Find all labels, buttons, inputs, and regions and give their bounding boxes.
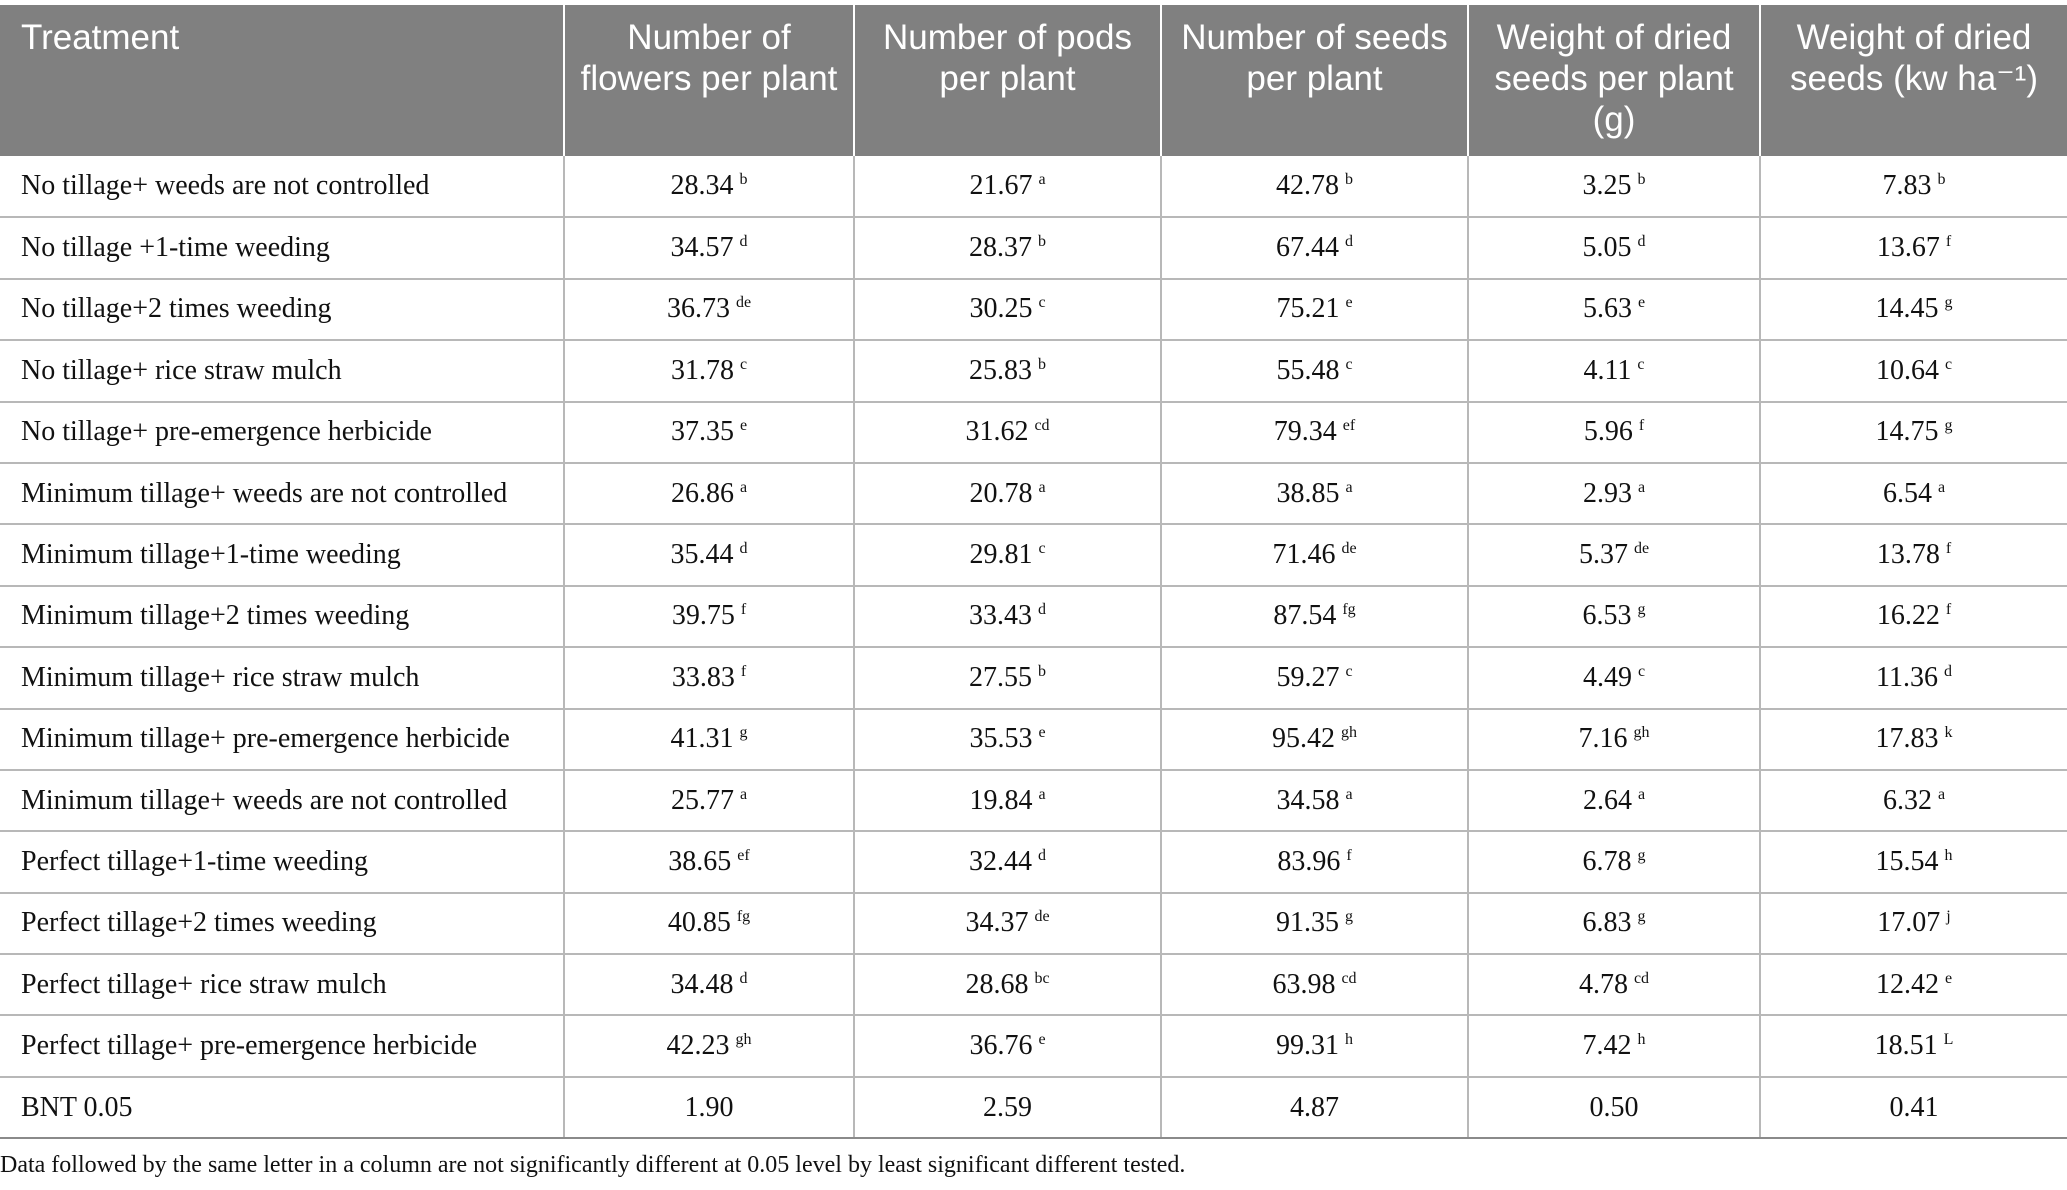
table-row <box>0 893 2067 954</box>
significance-letter: d <box>1038 601 1046 619</box>
cell-value: 34.37 <box>965 907 1029 939</box>
cell-value: 63.98 <box>1272 968 1336 1000</box>
significance-letter: k <box>1944 724 1953 742</box>
significance-letter: a <box>1038 171 1046 189</box>
cell-value: 6.53 <box>1582 600 1632 632</box>
results-table <box>0 5 2067 1139</box>
significance-letter: fg <box>1342 601 1356 619</box>
cell-value: 36.76 <box>969 1030 1033 1062</box>
significance-letter: gh <box>735 1031 752 1049</box>
cell-value: 6.54 <box>1882 477 1932 509</box>
header-flowers: Number of flowers per plant <box>564 5 854 156</box>
cell-flowers <box>564 893 854 954</box>
cell-value: 5.05 <box>1582 232 1632 264</box>
significance-letter: e <box>1345 294 1353 312</box>
table-row <box>0 217 2067 278</box>
significance-letter: h <box>1944 846 1953 864</box>
cell-value: 99.31 <box>1276 1030 1339 1062</box>
table-body <box>0 156 2067 1138</box>
significance-letter: cd <box>1034 417 1050 435</box>
cell-value: 4.49 <box>1582 661 1632 693</box>
cell-yield <box>1760 524 2067 585</box>
significance-letter: g <box>739 724 748 742</box>
cell-value: 4.11 <box>1583 354 1632 386</box>
significance-letter: gh <box>1633 724 1650 742</box>
cell-treatment: Minimum tillage+ pre-emergence herbicide <box>0 709 564 770</box>
cell-yield <box>1760 1015 2067 1076</box>
significance-letter: f <box>740 601 747 619</box>
cell-seed-weight <box>1468 709 1760 770</box>
cell-value: 27.55 <box>969 661 1032 693</box>
cell-treatment: No tillage+ rice straw mulch <box>0 340 564 401</box>
cell-seed-weight <box>1468 647 1760 708</box>
significance-letter: a <box>1937 478 1946 496</box>
significance-letter: g <box>1944 417 1953 435</box>
significance-letter: ef <box>737 846 750 864</box>
cell-value: 32.44 <box>969 845 1032 877</box>
cell-pods <box>854 217 1161 278</box>
cell-seed-weight <box>1468 954 1760 1015</box>
significance-letter: de <box>1341 540 1357 558</box>
cell-pods <box>854 340 1161 401</box>
cell-pods <box>854 954 1161 1015</box>
cell-treatment: BNT 0.05 <box>0 1077 564 1138</box>
cell-value: 15.54 <box>1875 845 1939 877</box>
cell-value: 4.78 <box>1578 968 1628 1000</box>
cell-value: 21.67 <box>969 170 1033 202</box>
significance-letter: e <box>1038 724 1046 742</box>
significance-letter: a <box>739 478 748 496</box>
cell-value: 20.78 <box>969 477 1033 509</box>
cell-yield <box>1760 156 2067 217</box>
cell-seeds <box>1161 463 1468 524</box>
cell-value: 87.54 <box>1273 600 1337 632</box>
cell-value: 13.67 <box>1876 232 1940 264</box>
cell-flowers <box>564 279 854 340</box>
significance-letter: b <box>739 171 748 189</box>
cell-treatment: Minimum tillage+ weeds are not controlled <box>0 770 564 831</box>
cell-value: 39.75 <box>671 600 735 632</box>
cell-flowers <box>564 647 854 708</box>
significance-letter: c <box>1345 355 1353 373</box>
cell-treatment: Perfect tillage+ pre-emergence herbicide <box>0 1015 564 1076</box>
cell-flowers <box>564 1015 854 1076</box>
significance-letter: c <box>1038 540 1046 558</box>
significance-letter: b <box>1637 171 1646 189</box>
cell-value: 0.41 <box>1889 1091 1939 1123</box>
cell-flowers <box>564 524 854 585</box>
cell-seeds <box>1161 770 1468 831</box>
cell-treatment: Minimum tillage+2 times weeding <box>0 586 564 647</box>
significance-letter: f <box>1346 846 1352 864</box>
cell-pods <box>854 1077 1161 1138</box>
table-row <box>0 586 2067 647</box>
cell-yield <box>1760 770 2067 831</box>
significance-letter: d <box>1637 233 1646 251</box>
significance-letter: g <box>1944 294 1953 312</box>
cell-value: 59.27 <box>1276 661 1340 693</box>
cell-seeds <box>1161 1077 1468 1138</box>
cell-value: 33.83 <box>671 661 735 693</box>
significance-letter: a <box>1937 785 1946 803</box>
significance-letter: b <box>1937 171 1946 189</box>
significance-letter: h <box>1345 1031 1353 1049</box>
significance-letter: a <box>1038 785 1046 803</box>
cell-value: 29.81 <box>969 539 1033 571</box>
cell-value: 34.48 <box>670 968 734 1000</box>
cell-seed-weight <box>1468 524 1760 585</box>
cell-flowers <box>564 709 854 770</box>
cell-yield <box>1760 340 2067 401</box>
significance-letter: f <box>1945 540 1952 558</box>
significance-letter: e <box>1944 969 1953 987</box>
significance-letter: a <box>1345 785 1353 803</box>
cell-value: 4.87 <box>1290 1091 1339 1123</box>
cell-value: 12.42 <box>1875 968 1939 1000</box>
cell-flowers <box>564 156 854 217</box>
cell-flowers <box>564 402 854 463</box>
cell-value: 3.25 <box>1582 170 1632 202</box>
cell-seed-weight <box>1468 586 1760 647</box>
cell-yield <box>1760 647 2067 708</box>
cell-value: 33.43 <box>969 600 1032 632</box>
cell-value: 41.31 <box>670 723 734 755</box>
significance-letter: L <box>1943 1031 1954 1049</box>
cell-value: 7.16 <box>1578 723 1628 755</box>
cell-yield <box>1760 954 2067 1015</box>
significance-letter: de <box>1034 908 1050 926</box>
header-pods: Number of pods per plant <box>854 5 1161 156</box>
cell-seed-weight <box>1468 463 1760 524</box>
header-row <box>0 5 2067 156</box>
cell-flowers <box>564 340 854 401</box>
significance-letter: c <box>1944 355 1953 373</box>
cell-pods <box>854 402 1161 463</box>
significance-letter: a <box>1637 478 1646 496</box>
cell-treatment: Minimum tillage+ weeds are not controlled <box>0 463 564 524</box>
significance-letter: c <box>1637 355 1645 373</box>
cell-value: 79.34 <box>1273 416 1337 448</box>
cell-yield <box>1760 586 2067 647</box>
significance-letter: j <box>1946 908 1951 926</box>
cell-value: 6.78 <box>1582 845 1632 877</box>
cell-seed-weight <box>1468 893 1760 954</box>
cell-value: 16.22 <box>1876 600 1940 632</box>
cell-value: 30.25 <box>969 293 1033 325</box>
cell-value: 17.07 <box>1877 907 1941 939</box>
cell-yield <box>1760 279 2067 340</box>
cell-treatment: Minimum tillage+1-time weeding <box>0 524 564 585</box>
cell-yield <box>1760 831 2067 892</box>
cell-value: 28.37 <box>969 232 1032 264</box>
cell-seeds <box>1161 893 1468 954</box>
significance-letter: cd <box>1633 969 1650 987</box>
significance-letter: d <box>739 540 748 558</box>
cell-value: 0.50 <box>1589 1091 1639 1123</box>
cell-value: 2.59 <box>983 1091 1032 1123</box>
table-row <box>0 1015 2067 1076</box>
header-yield: Weight of dried seeds (kw ha⁻¹) <box>1760 5 2067 156</box>
cell-treatment: Perfect tillage+ rice straw mulch <box>0 954 564 1015</box>
significance-letter: e <box>1038 1031 1046 1049</box>
cell-value: 25.77 <box>670 784 734 816</box>
table-row <box>0 954 2067 1015</box>
cell-value: 14.45 <box>1875 293 1939 325</box>
significance-letter: de <box>1633 540 1650 558</box>
cell-seed-weight <box>1468 1077 1760 1138</box>
cell-value: 6.32 <box>1882 784 1932 816</box>
table-row <box>0 463 2067 524</box>
significance-letter: a <box>1637 785 1646 803</box>
significance-letter: a <box>1038 478 1046 496</box>
cell-seed-weight <box>1468 156 1760 217</box>
cell-pods <box>854 463 1161 524</box>
cell-value: 25.83 <box>969 354 1032 386</box>
cell-seed-weight <box>1468 402 1760 463</box>
cell-seeds <box>1161 524 1468 585</box>
cell-seeds <box>1161 340 1468 401</box>
cell-value: 67.44 <box>1276 232 1339 264</box>
significance-letter: d <box>1038 846 1046 864</box>
header-seed-weight: Weight of dried seeds per plant (g) <box>1468 5 1760 156</box>
cell-value: 35.44 <box>670 539 734 571</box>
significance-letter: d <box>1943 662 1952 680</box>
cell-seed-weight <box>1468 340 1760 401</box>
cell-treatment: No tillage+ weeds are not controlled <box>0 156 564 217</box>
cell-value: 10.64 <box>1875 354 1939 386</box>
cell-value: 35.53 <box>969 723 1033 755</box>
footnote: Data followed by the same letter in a column are not significantly different at 0.05 level by least significant different tested. <box>0 1152 1186 1178</box>
cell-treatment: Perfect tillage+1-time weeding <box>0 831 564 892</box>
table-row <box>0 156 2067 217</box>
cell-value: 31.78 <box>670 354 734 386</box>
significance-letter: e <box>1637 294 1646 312</box>
cell-seed-weight <box>1468 831 1760 892</box>
cell-value: 34.58 <box>1276 784 1340 816</box>
cell-seed-weight <box>1468 279 1760 340</box>
header-treatment: Treatment <box>0 5 564 156</box>
cell-value: 14.75 <box>1875 416 1939 448</box>
cell-value: 75.21 <box>1276 293 1340 325</box>
significance-letter: g <box>1345 908 1353 926</box>
cell-flowers <box>564 1077 854 1138</box>
significance-letter: b <box>1345 171 1353 189</box>
significance-letter: g <box>1637 908 1646 926</box>
cell-pods <box>854 647 1161 708</box>
cell-yield <box>1760 893 2067 954</box>
cell-seeds <box>1161 279 1468 340</box>
cell-value: 1.90 <box>684 1091 734 1123</box>
cell-yield <box>1760 1077 2067 1138</box>
cell-pods <box>854 709 1161 770</box>
cell-value: 71.46 <box>1272 539 1336 571</box>
significance-letter: a <box>739 785 748 803</box>
cell-value: 83.96 <box>1277 845 1341 877</box>
cell-value: 36.73 <box>666 293 730 325</box>
cell-value: 31.62 <box>965 416 1029 448</box>
cell-flowers <box>564 831 854 892</box>
cell-flowers <box>564 217 854 278</box>
cell-seeds <box>1161 831 1468 892</box>
cell-treatment: No tillage+ pre-emergence herbicide <box>0 402 564 463</box>
cell-value: 34.57 <box>670 232 734 264</box>
cell-value: 2.93 <box>1582 477 1632 509</box>
cell-pods <box>854 1015 1161 1076</box>
cell-flowers <box>564 954 854 1015</box>
significance-letter: bc <box>1034 969 1050 987</box>
cell-value: 91.35 <box>1276 907 1339 939</box>
significance-letter: ef <box>1342 417 1356 435</box>
significance-letter: g <box>1637 846 1646 864</box>
significance-letter: e <box>739 417 748 435</box>
cell-value: 5.37 <box>1578 539 1628 571</box>
significance-letter: a <box>1345 478 1353 496</box>
significance-letter: d <box>739 969 748 987</box>
cell-seeds <box>1161 1015 1468 1076</box>
cell-flowers <box>564 770 854 831</box>
cell-value: 6.83 <box>1582 907 1632 939</box>
cell-value: 5.63 <box>1582 293 1632 325</box>
cell-value: 11.36 <box>1876 661 1938 693</box>
significance-letter: fg <box>736 908 751 926</box>
cell-seed-weight <box>1468 1015 1760 1076</box>
cell-value: 95.42 <box>1272 723 1335 755</box>
cell-value: 28.34 <box>670 170 734 202</box>
cell-flowers <box>564 463 854 524</box>
cell-pods <box>854 524 1161 585</box>
cell-pods <box>854 279 1161 340</box>
cell-treatment: Minimum tillage+ rice straw mulch <box>0 647 564 708</box>
cell-value: 13.78 <box>1876 539 1940 571</box>
significance-letter: h <box>1637 1031 1646 1049</box>
significance-letter: b <box>1038 662 1046 680</box>
significance-letter: f <box>1638 417 1645 435</box>
table-row <box>0 709 2067 770</box>
significance-letter: f <box>1945 601 1952 619</box>
cell-yield <box>1760 709 2067 770</box>
cell-seed-weight <box>1468 217 1760 278</box>
table-row <box>0 279 2067 340</box>
cell-value: 5.96 <box>1583 416 1633 448</box>
cell-seeds <box>1161 402 1468 463</box>
cell-value: 7.42 <box>1582 1030 1632 1062</box>
cell-value: 2.64 <box>1582 784 1632 816</box>
significance-letter: f <box>1945 233 1952 251</box>
significance-letter: c <box>1637 662 1646 680</box>
table-row <box>0 524 2067 585</box>
cell-value: 28.68 <box>965 968 1029 1000</box>
significance-letter: g <box>1637 601 1646 619</box>
table-row <box>0 770 2067 831</box>
cell-seeds <box>1161 954 1468 1015</box>
significance-letter: b <box>1038 233 1046 251</box>
cell-value: 38.65 <box>668 845 732 877</box>
table-row <box>0 402 2067 463</box>
cell-pods <box>854 156 1161 217</box>
significance-letter: f <box>740 662 747 680</box>
cell-seeds <box>1161 586 1468 647</box>
cell-value: 40.85 <box>667 907 731 939</box>
significance-letter: de <box>735 294 752 312</box>
cell-pods <box>854 770 1161 831</box>
cell-yield <box>1760 463 2067 524</box>
cell-value: 19.84 <box>969 784 1033 816</box>
significance-letter: cd <box>1341 969 1357 987</box>
significance-letter: gh <box>1341 724 1357 742</box>
table-row <box>0 340 2067 401</box>
cell-seeds <box>1161 647 1468 708</box>
cell-pods <box>854 893 1161 954</box>
cell-seeds <box>1161 156 1468 217</box>
cell-value: 55.48 <box>1276 354 1340 386</box>
cell-yield <box>1760 402 2067 463</box>
cell-treatment: No tillage +1-time weeding <box>0 217 564 278</box>
cell-value: 42.78 <box>1276 170 1339 202</box>
significance-letter: c <box>1038 294 1046 312</box>
cell-value: 38.85 <box>1276 477 1340 509</box>
significance-letter: d <box>739 233 748 251</box>
table-row <box>0 831 2067 892</box>
table-row <box>0 1077 2067 1138</box>
cell-value: 7.83 <box>1882 170 1932 202</box>
cell-seed-weight <box>1468 770 1760 831</box>
cell-value: 37.35 <box>670 416 734 448</box>
header-seeds: Number of seeds per plant <box>1161 5 1468 156</box>
table-container <box>0 5 2067 1139</box>
significance-letter: c <box>1345 662 1353 680</box>
significance-letter: d <box>1345 233 1353 251</box>
significance-letter: c <box>739 355 748 373</box>
cell-value: 18.51 <box>1874 1030 1938 1062</box>
cell-value: 42.23 <box>666 1030 730 1062</box>
table-row <box>0 647 2067 708</box>
cell-pods <box>854 586 1161 647</box>
cell-value: 26.86 <box>670 477 734 509</box>
cell-treatment: Perfect tillage+2 times weeding <box>0 893 564 954</box>
cell-pods <box>854 831 1161 892</box>
cell-yield <box>1760 217 2067 278</box>
cell-flowers <box>564 586 854 647</box>
cell-value: 17.83 <box>1875 723 1939 755</box>
significance-letter: b <box>1038 355 1046 373</box>
cell-seeds <box>1161 217 1468 278</box>
cell-seeds <box>1161 709 1468 770</box>
cell-treatment: No tillage+2 times weeding <box>0 279 564 340</box>
